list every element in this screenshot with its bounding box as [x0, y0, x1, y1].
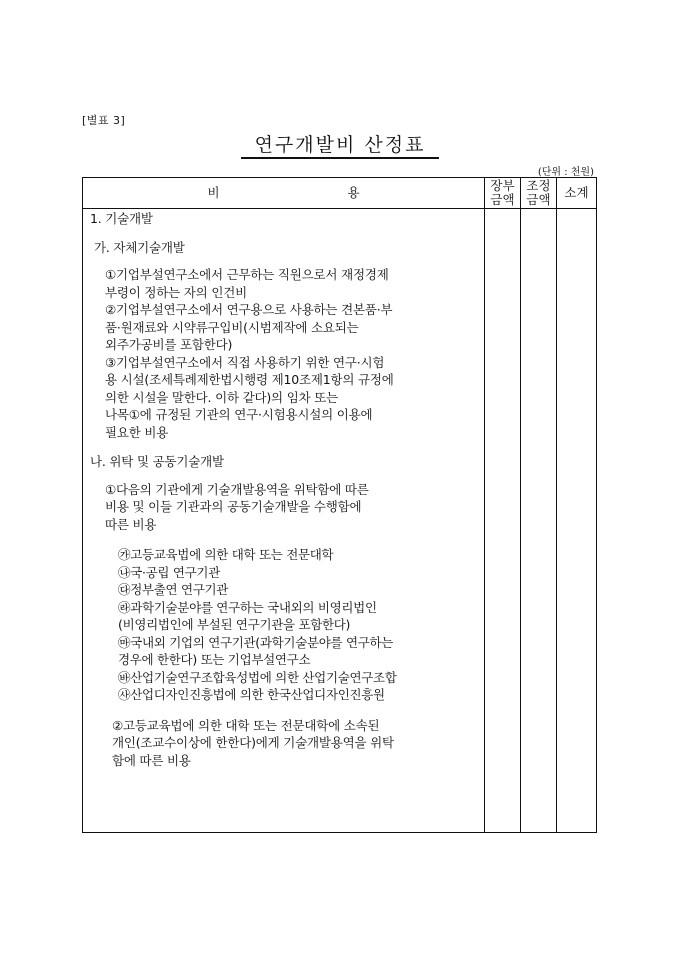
institution-list: [83, 546, 484, 704]
list-item: ㉰정부출연 연구기관: [118, 582, 229, 597]
subtotal-cell: [557, 209, 597, 833]
header-book-amount: 장부 금액: [485, 178, 521, 209]
list-item: (비영리법인에 부설된 연구기관을 포함한다): [118, 617, 351, 632]
cost-items-cell: [83, 209, 485, 833]
list-item: ①기업부설연구소에서 근무하는 직원으로서 재정경제: [105, 267, 389, 282]
adjusted-amount-cell: [521, 209, 557, 833]
list-item: 품·원재료와 시약류구입비(시범제작에 소요되는: [105, 319, 359, 335]
table-header-row: [83, 178, 597, 209]
list-item: ③기업부설연구소에서 직접 사용하기 위한 연구·시험: [105, 354, 385, 370]
table-row: [83, 209, 597, 833]
list-item: ㉱과학기술분야를 연구하는 국내외의 비영리법인: [118, 599, 377, 615]
list-item: 용 시설(조세특례제한법시행령 제10조제1항의 규정에: [105, 372, 394, 387]
section-heading: 1. 기술개발: [90, 211, 153, 226]
subsection-heading-outsourced: 나. 위탁 및 공동기술개발: [90, 454, 224, 469]
university-item: [83, 717, 484, 770]
list-item: ㉳산업기술연구조합육성법에 의한 산업기술연구조합: [118, 669, 397, 685]
book-amount-cell: [485, 209, 521, 833]
list-item: 부령이 정하는 자의 인건비: [105, 284, 247, 300]
document-title: [0, 130, 680, 157]
list-item: ㉮고등교육법에 의한 대학 또는 전문대학: [118, 547, 334, 562]
list-item: 나목①에 규정된 기관의 연구·시험용시설의 이용에: [105, 407, 373, 422]
document-title-text: 연구개발비 산정표: [241, 134, 440, 159]
header-adjusted-amount: 조정 금액: [521, 178, 557, 209]
list-item: 비용 및 이들 기관과의 공동기술개발을 수행함에: [105, 499, 362, 514]
cost-calculation-table: [82, 177, 597, 833]
header-cost: 비 용: [83, 178, 485, 209]
list-item: 개인(조교수이상에 한한다)에게 기술개발용역을 위탁: [112, 735, 394, 750]
list-item: ㉲국내외 기업의 연구기관(과학기술분야를 연구하는: [118, 634, 394, 650]
list-item: 의한 시설을 말한다. 이하 같다)의 임차 또는: [105, 389, 338, 405]
list-item: ①다음의 기관에게 기술개발용역을 위탁함에 따른: [105, 481, 369, 497]
list-item: 따른 비용: [105, 516, 157, 532]
annex-reference: [별표 3]: [82, 114, 126, 127]
list-item: ㉯국·공립 연구기관: [118, 564, 220, 580]
outsourced-intro: [83, 481, 484, 534]
list-item: 경우에 한한다) 또는 기업부설연구소: [118, 652, 311, 667]
list-item: 외주가공비를 포함한다): [105, 337, 233, 352]
list-item: ②기업부설연구소에서 연구용으로 사용하는 견본품·부: [105, 302, 393, 317]
subsection-heading-in-house: 가. 자체기술개발: [94, 239, 185, 255]
list-item: 함에 따른 비용: [112, 752, 191, 768]
list-item: 필요한 비용: [105, 424, 169, 440]
header-subtotal: 소계: [557, 178, 597, 209]
list-item: ②고등교육법에 의한 대학 또는 전문대학에 소속된: [112, 717, 380, 733]
unit-label: (단위 : 천원): [537, 167, 594, 178]
list-item: ㉴산업디자인진흥법에 의한 한국산업디자인진흥원: [118, 687, 385, 702]
in-house-items: [83, 266, 484, 441]
